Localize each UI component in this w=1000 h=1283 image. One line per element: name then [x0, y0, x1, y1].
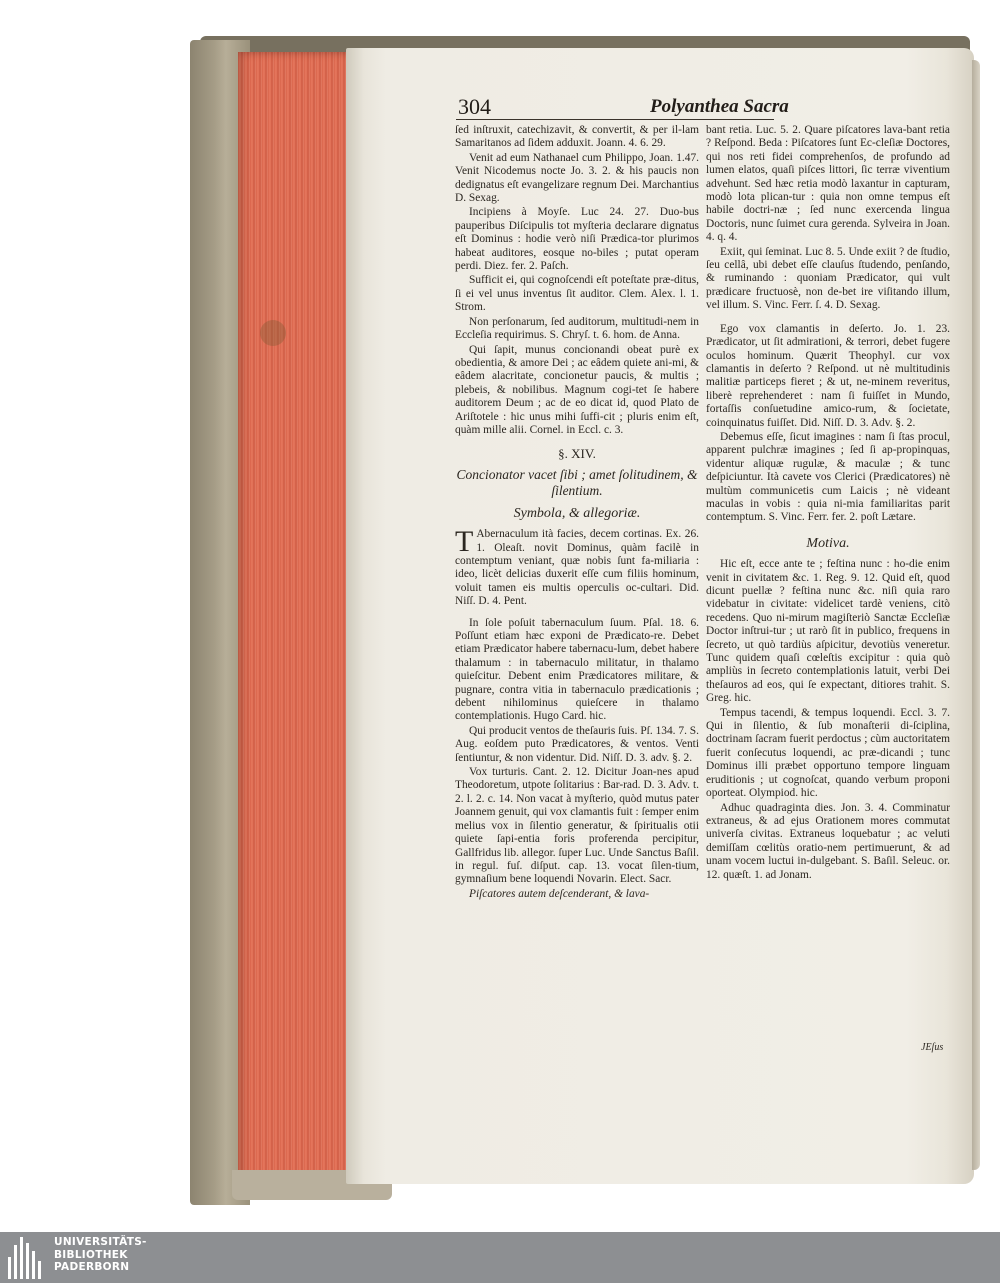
paragraph: Exiit, qui ſeminat. Luc 8. 5. Unde exiit ? de ſtudio, ſeu cellâ, ubi debet eſſe clauſus ſtudendo, penſando, & ruminando : quoniam Prædicator, qui vult prædicare fructuosè, non de-bet ire viſitando illum, vel illum. S. Vinc. Ferr. ſ. 4. D. Sexag. [706, 245, 950, 312]
logo-line: BIBLIOTHEK [54, 1248, 128, 1261]
paragraph: In ſole poſuit tabernaculum ſuum. Pſal. 18. 6. Poſſunt etiam hæc exponi de Prædicato-re. Debet etiam Prædicator habere tabernacu-lum, debet habere thalamum : in tabernaculo militatur, in thalamo quieſcitur. Debent enim Prædicatores militare, & pugnare, contra vitia in tabernaculo prædicationis ; debent nihilominus quieſcere in thalamo contemplationis. Hugo Card. hic. [455, 616, 699, 723]
drop-cap: T [455, 525, 474, 559]
catchword: JEſus [921, 1042, 944, 1053]
paragraph: Qui ſapit, munus concionandi obeat purè ex obedientia, & amore Dei ; ac eâdem quiete ani-mi, & eâdem alacritate, concionetur paucis, & multis ; plebeis, & nobilibus. Magnum cogi-tet ſe habere auditorem Deum ; ac de eo dicat id, quod Plato de Ariſtotele : hic unus mihi ſuffi-cit ; pluris enim eſt, quàm mille alii. Cornel. in Eccl. c. 3. [455, 343, 699, 436]
section-number: §. XIV. [558, 446, 596, 462]
paragraph: Hic eſt, ecce ante te ; feſtina nunc : ho-die enim venit in civitatem &c. 1. Reg. 9. 12. Quid eſt, quod dicunt puellæ ? feſtina nunc &c. niſi quia raro videbatur in civitate: videlicet tardè veniens, citò recedens. Quo ni-mirum magiſteriò Sanctæ Eccleſiæ Doctor inſtrui-tur ; ut rarò ſit in publico, frequens in ſecreto, ut quò tardiùs aſpicitur, devotiùs veneretur. Tunc quidem quaſi cœleſtis excipitur : quia quò ampliùs in ſecreto contemplationis latuit, verbi Dei theſauros ad eos, qui ſe expectant, ditiores trahit. S. Greg. hic. [706, 558, 950, 705]
paragraph: Incipiens à Moyſe. Luc 24. 27. Duo-bus pauperibus Diſcipulis tot myſteria declarare dignatus eſt Dominus : hodie verò niſi Prædica-tor plurimos habeat auditores, eosque no-biles ; putat operam perdi. Diez. fer. 2. Paſch. [455, 206, 699, 273]
stain [260, 320, 286, 346]
paragraph: Sufficit ei, qui cognoſcendi eſt poteſtate præ-ditus, ſi ei vel unus inventus ſit auditor. Clem. Alex. l. 1. Strom. [455, 274, 699, 314]
left-column [455, 124, 699, 902]
paragraph: Vox turturis. Cant. 2. 12. Dicitur Joan-nes apud Theodoretum, utpote ſolitarius : Bar-rad. D. 3. Adv. t. 2. l. 2. c. 14. Non vacat à myſterio, quòd mutus pater Joannem genuit, qui vox clamantis fuit : ſemper enim melius vox in ſilentio generatur, & ſpiritualis otii quiete ſapi-entia foris proferenda percipitur, Gallfridus lib. allegor. ſuper Luc. Unde Sanctus Baſil. in regul. fuſ. diſput. cap. 13. vocat ſilen-tium, gymnaſium bene loquendi Novarin. Elect. Sacr. [455, 766, 699, 886]
paragraph: Ego vox clamantis in deſerto. Jo. 1. 23. Prædicator, ut ſit admirationi, & terrori, debet fugere oculos hominum. Quærit Theophyl. cur vox clamantis in deſerto ? Reſpond. ut nè multitudinis malitiæ particeps fieret ; & ut, ne-minem reveritus, liberè reprehenderet : nam ſi fuiſſet in Mundo, fortaſſis conſuetudine amico-rum, & ſocietate, coinquinatus fuiſſet. Did. Niſſ. D. 3. Adv. §. 2. [706, 322, 950, 429]
paragraph: Piſcatores autem deſcenderant, & lava- [469, 887, 650, 900]
logo-line: PADERBORN [54, 1261, 130, 1273]
motiva-heading: Motiva. [806, 535, 850, 551]
paragraph-dropcap: T Abernaculum ità facies, decem cortinas. Ex. 26. 1. Oleaſt. novit Dominus, quàm facilè in contemptum veniant, quæ nobis ſunt fa-miliaria : ideo, licèt delicias duxerit eſſe cum filiis hominum, voluit tamen eis multis operculis oc-cultari. Did. Niſſ. D. 4. Pent. [455, 525, 699, 608]
footer-bar [0, 1232, 1000, 1283]
paragraph: Venit ad eum Nathanael cum Philippo, Joan. 1.47. Venit Nicodemus nocte Jo. 3. 2. & his paucis non dedignatus eſt evangelizare regnum Dei. Marchantius D. Sexag. [455, 151, 699, 205]
running-title: Polyanthea Sacra [650, 96, 789, 117]
paragraph: Debemus eſſe, ſicut imagines : nam ſi ſtas procul, apparent pulchræ imagines ; ſed ſi ap-propinquas, videntur aliquæ rugulæ, & maculæ ; & tunc deſpiciuntur. Ità cavete vos Clerici (Prædicatores) nè multùm communicetis cum Laicis ; nè videant maculas in vobis : quia ni-mia familiaritas parit contemptum. S. Vinc. Ferr. fer. 2. poſt Lætare. [706, 430, 950, 524]
paragraph: Qui producit ventos de theſauris ſuis. Pſ. 134. 7. S. Aug. eoſdem puto Prædicatores, & ventos. Venti ſentiuntur, & non videntur. Did. Niſſ. D. 3. adv. §. 2. [455, 724, 699, 764]
paragraph: Adhuc quadraginta dies. Jon. 3. 4. Comminatur extraneus, & ad ejus Orationem mores commutat univerſa civitas. Extraneus loquebatur ; ac veluti demiſſam cœlitùs oratio-nem pertimuerunt, & ad unam vocem luctui in-dulgebant. S. Baſil. Seleuc. or. 12. quæſt. 1. ad Jonam. [706, 801, 950, 881]
library-logo-icon [8, 1237, 46, 1279]
page-number: 304 [458, 94, 491, 119]
paragraph: ſed inſtruxit, catechizavit, & convertit, & per il-lam Samaritanos ad ſidem adduxit. Joann. 4. 6. 29. [455, 124, 699, 150]
right-column [706, 124, 950, 883]
paragraph: bant retia. Luc. 5. 2. Quare piſcatores lava-bant retia ? Reſpond. Beda : Piſcatores ſunt Ec-cleſiæ Doctores, qui nos reti fidei comprehenſos, de profundo ad lumen elatos, quaſi piſces littori, ſic terræ viventium advehunt. Sed hæc retia modò laxantur in capturam, modò lota plican-tur : quia non omne tempus eſt habile doctri-næ ; ſed nunc exercenda lingua Doctoris, nunc ſuimet cura gerenda. Sylveira in Joan. 4. q. 4. [706, 124, 950, 244]
logo-line: UNIVERSITÄTS- [54, 1236, 147, 1248]
library-logo-text [54, 1236, 147, 1274]
paragraph: Tempus tacendi, & tempus loquendi. Eccl. 3. 7. Qui in ſilentio, & ſub monaſterii di-ſciplina, doctrinam ſacram fuerit perdoctus ; cùm auctoritatem fuerit conſecutus loquendi, ac præ-dicandi ; tunc Dominus illi præbet opportuno tempore linguam eruditionis ; ut cognoſcat, quando verbum proponi oporteat. Olympiod. hic. [706, 706, 950, 800]
page-right-edge [972, 60, 980, 1170]
section-heading: Concionator vacet ſibi ; amet ſolitudinem, & ſilentium. [456, 466, 698, 498]
paragraph: Non perſonarum, ſed auditorum, multitudi-nem in Eccleſia requirimus. S. Chryſ. t. 6. hom. de Anna. [455, 315, 699, 342]
header-rule [456, 119, 774, 120]
symbola-heading: Symbola, & allegoriæ. [513, 505, 641, 521]
